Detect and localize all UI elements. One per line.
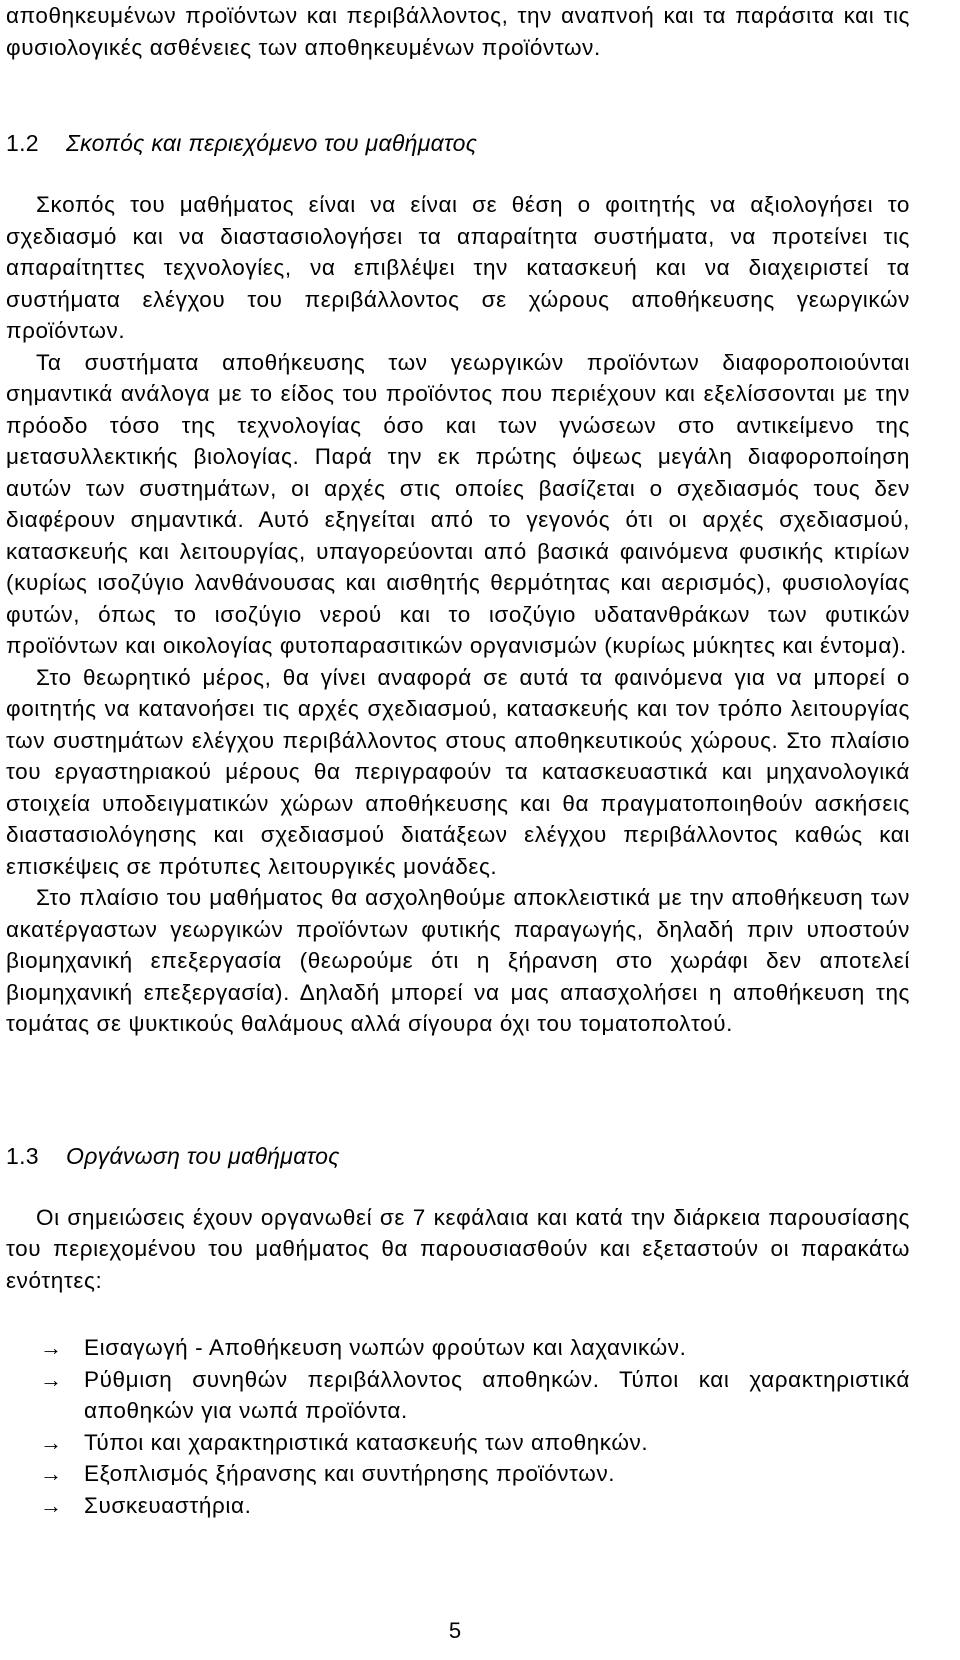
list-item-text: Εισαγωγή - Αποθήκευση νωπών φρούτων και λαχανικών. <box>84 1335 687 1360</box>
section-number: 1.3 <box>6 1142 39 1169</box>
spacer <box>6 63 910 127</box>
body-paragraph: Τα συστήματα αποθήκευσης των γεωργικών προϊόντων διαφοροποιούνται σημαντικά ανάλογα με το είδος του προϊόντος που περιέχουν και εξελίσσονται με την πρόοδο τόσο της τεχνολογίας όσο και των γνώσεων στο αντικείμενο της μετασυλλεκτικής βιολογίας. Παρά την εκ πρώτης όψεως μεγάλη διαφοροποίηση αυτών των συστημάτων, οι αρχές στις οποίες βασίζεται ο σχεδιασμός τους δεν διαφέρουν σημαντικά. Αυτό εξηγείται από το γεγονός ότι οι αρχές σχεδιασμού, κατασκευής και λειτουργίας, υπαγορεύονται από βασικά φαινόμενα φυσικής κτιρίων (κυρίως ισοζύγιο λανθάνουσας και αισθητής θερμότητας και αερισμός), φυσιολογίας φυτών, όπως το ισοζύγιο νερού και το ισοζύγιο υδατανθράκων των φυτικών προϊόντων και οικολογίας φυτοπαρασιτικών οργανισμών (κυρίως μύκητες και έντομα). <box>6 349 910 658</box>
topic-list <box>6 1332 910 1521</box>
spacer <box>6 159 910 189</box>
section-title: Σκοπός και περιεχόμενο του μαθήματος <box>66 130 478 156</box>
list-item-text: Ρύθμιση συνηθών περιβάλλοντος αποθηκών. Τύποι και χαρακτηριστικά αποθηκών για νωπά προϊόντα. <box>84 1366 910 1423</box>
arrow-right-icon: → <box>40 1461 63 1486</box>
arrow-right-icon: → <box>40 1492 63 1518</box>
spacer <box>6 1172 910 1202</box>
list-item <box>6 1332 910 1364</box>
arrow-right-icon: → <box>40 1429 63 1455</box>
body-paragraph: Στο θεωρητικό μέρος, θα γίνει αναφορά σε αυτά τα φαινόμενα για να μπορεί ο φοιτητής να κατανοήσει τις αρχές σχεδιασμού, κατασκευής και τον τρόπο λειτουργίας των συστημάτων ελέγχου περιβάλλοντος στους αποθηκευτικούς χώρους. Στο πλαίσιο του εργαστηριακού μέρους θα περιγραφούν τα κατασκευαστικά και μηχανολογικά στοιχεία υποδειγματικών χώρων αποθήκευσης και θα πραγματοποιηθούν ασκήσεις διαστασιολόγησης και σχεδιασμού διατάξεων ελέγχου περιβάλλοντος καθώς και επισκέψεις σε πρότυπες λειτουργικές μονάδες. <box>6 664 910 879</box>
list-item <box>6 1490 910 1522</box>
page-number: 5 <box>448 1618 462 1643</box>
list-item <box>6 1458 910 1490</box>
spacer <box>6 1040 910 1140</box>
arrow-right-icon: → <box>40 1335 63 1360</box>
section-title: Οργάνωση του μαθήματος <box>66 1142 340 1169</box>
arrow-right-icon: → <box>40 1366 63 1392</box>
body-paragraph: Οι σημειώσεις έχουν οργανωθεί σε 7 κεφάλαια και κατά την διάρκεια παρουσίασης του περιεχομένου του μαθήματος θα παρουσιασθούν και εξεταστούν οι παρακάτω ενότητες: <box>6 1204 910 1293</box>
list-item-text: Εξοπλισμός ξήρανσης και συντήρησης προϊόντων. <box>84 1461 616 1486</box>
list-item <box>6 1427 910 1459</box>
section-heading-1-3 <box>6 1140 910 1172</box>
section-heading-1-2 <box>6 127 910 159</box>
body-paragraph: Στο πλαίσιο του μαθήματος θα ασχοληθούμε αποκλειστικά με την αποθήκευση των ακατέργαστων γεωργικών προϊόντων φυτικής παραγωγής, δηλαδή πριν υποστούν βιομηχανική επεξεργασία (θεωρούμε ότι η ξήρανση στο χωράφι δεν αποτελεί βιομηχανική επεξεργασία). Δηλαδή μπορεί να μας απασχολήσει η αποθήκευση της τομάτας σε ψυκτικούς θαλάμους αλλά σίγουρα όχι του τοματοπολτού. <box>6 885 910 1036</box>
list-item <box>6 1364 910 1427</box>
spacer <box>6 1296 910 1332</box>
list-item-text: Τύποι και χαρακτηριστικά κατασκευής των αποθηκών. <box>84 1429 649 1455</box>
body-paragraph: Σκοπός του μαθήματος είναι να είναι σε θέση ο φοιτητής να αξιολογήσει το σχεδιασμό και να διαστασιολογήσει τα απαραίτητα συστήματα, να προτείνει τις απαραίτηττες τεχνολογίες, να επιβλέψει την κατασκευή και να διαχειριστεί τα συστήματα ελέγχου του περιβάλλοντος σε χώρους αποθήκευσης γεωργικών προϊόντων. <box>6 192 910 343</box>
intro-paragraph: αποθηκευμένων προϊόντων και περιβάλλοντος, την αναπνοή και τα παράσιτα και τις φυσιολογικές ασθένειες των αποθηκευμένων προϊόντων. <box>6 3 910 60</box>
document-page <box>6 0 910 1521</box>
section-number: 1.2 <box>6 130 39 156</box>
list-item-text: Συσκευαστήρια. <box>84 1492 252 1518</box>
